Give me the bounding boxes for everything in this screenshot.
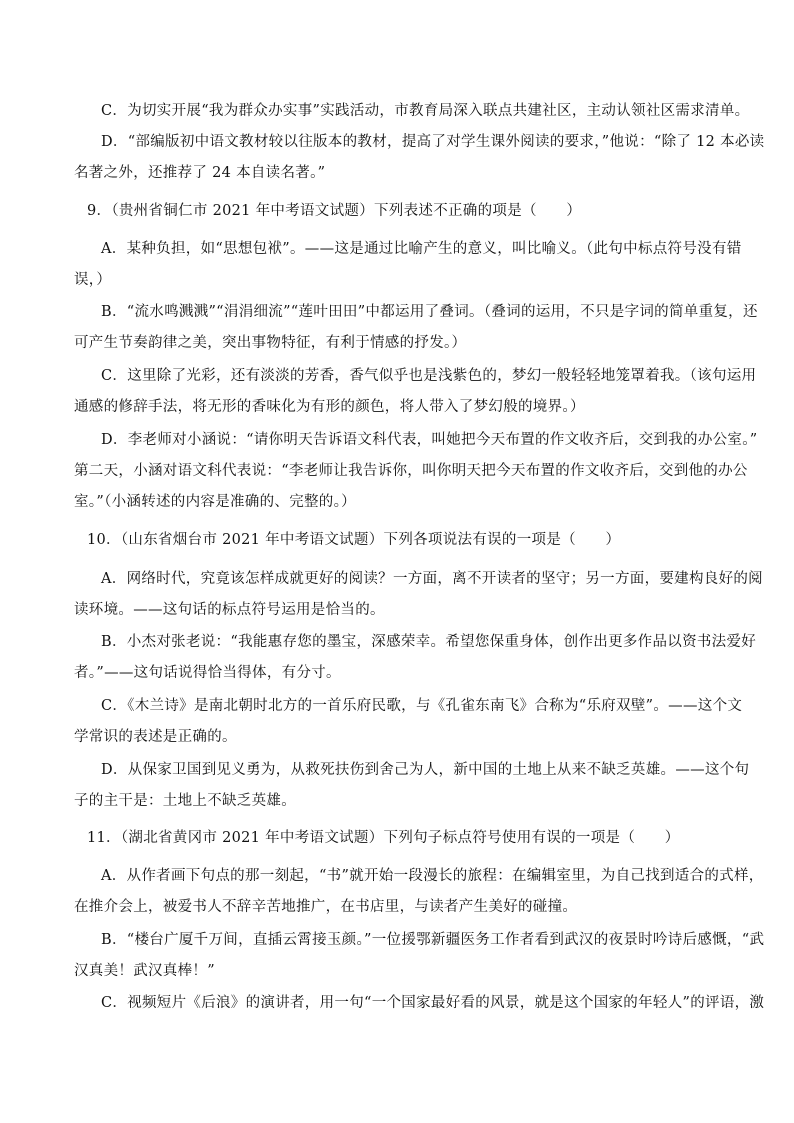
- question-9-title: 9．（贵州省铜仁市 2021 年中考语文试题）下列表述不正确的项是（ ）: [87, 203, 582, 219]
- question-10-title: 10．（山东省烟台市 2021 年中考语文试题）下列各项说法有误的一项是（ ）: [87, 532, 621, 548]
- q9-option-d-line-2: 第二天，小涵对语文科代表说：“李老师让我告诉你，叫你明天把今天布置的作文收齐后，交到他的办公: [74, 463, 748, 479]
- option-c-line-1: C．为切实开展“我为群众办实事”实践活动，市教育局深入联点共建社区，主动认领社区需求清单。: [101, 103, 750, 119]
- q11-option-c-line-1: C．视频短片《后浪》的演讲者，用一句“一个国家最好看的风景，就是这个国家的年轻人”的评语，激: [101, 995, 765, 1011]
- q10-option-c-line-2: 学常识的表述是正确的。: [74, 729, 237, 745]
- option-d-line-2: 名著之外，还推荐了 24 本自读名著。”: [74, 165, 326, 181]
- q9-option-a-line-2: 误，）: [74, 272, 112, 288]
- q10-option-a-line-1: A．网络时代，究竟该怎样成就更好的阅读？一方面，离不开读者的坚守；另一方面，要建构良好的阅: [101, 571, 763, 587]
- q10-option-a-line-2: 读环境。——这句话的标点符号运用是恰当的。: [74, 602, 385, 618]
- q11-option-b-line-2: 汉真美！武汉真棒！”: [74, 963, 215, 979]
- option-d-line-1: D．“部编版初中语文教材较以往版本的教材，提高了对学生课外阅读的要求，”他说：“除了 12 本必读: [101, 134, 765, 150]
- q9-option-a-line-1: A．某种负担，如“思想包袱”。——这是通过比喻产生的意义，叫比喻义。（此句中标点符号没有错: [101, 241, 742, 257]
- q11-option-a-line-2: 在推介会上，被爱书人不辞辛苦地推广，在书店里，与读者产生美好的碰撞。: [74, 899, 578, 915]
- question-11-title: 11．（湖北省黄冈市 2021 年中考语文试题）下列句子标点符号使用有误的一项是（ ）: [87, 830, 680, 846]
- q11-option-b-line-1: B．“楼台广厦千万间，直插云霄接玉颜。”一位援鄂新疆医务工作者看到武汉的夜景时吟诗后感慨，“武: [101, 932, 765, 948]
- q9-option-c-line-2: 通感的修辞手法，将无形的香味化为有形的颜色，将人带入了梦幻般的境界。）: [74, 399, 585, 415]
- q9-option-b-line-2: 可产生节奏韵律之美，突出事物特征，有利于情感的抒发。）: [74, 335, 467, 351]
- q10-option-d-line-1: D．从保家卫国到见义勇为，从救死扶伤到舍己为人，新中国的土地上从来不缺乏英雄。——这个句: [101, 762, 750, 778]
- q10-option-c-line-1: C．《木兰诗》是南北朝时北方的一首乐府民歌，与《孔雀东南飞》合称为“乐府双壁”。——这个文: [101, 698, 743, 714]
- q10-option-b-line-1: B．小杰对张老说：“我能惠存您的墨宝，深感荣幸。希望您保重身体，创作出更多作品以资书法爱好: [101, 634, 757, 650]
- q9-option-d-line-3: 室。”（小涵转述的内容是准确的、完整的。）: [74, 494, 356, 510]
- q10-option-b-line-2: 者。”——这句话说得恰当得体，有分寸。: [74, 665, 341, 681]
- q10-option-d-line-2: 子的主干是：土地上不缺乏英雄。: [74, 793, 296, 809]
- q9-option-b-line-1: B．“流水鸣溅溅”“涓涓细流”“莲叶田田”中都运用了叠词。（叠词的运用，不只是字词的简单重复，还: [101, 304, 758, 320]
- q9-option-c-line-1: C．这里除了光彩，还有淡淡的芳香，香气似乎也是浅紫色的，梦幻一般轻轻地笼罩着我。（该句运用: [101, 368, 757, 384]
- q9-option-d-line-1: D．李老师对小涵说：“请你明天告诉语文科代表，叫她把今天布置的作文收齐后，交到我的办公室。”: [101, 432, 758, 448]
- q11-option-a-line-1: A．从作者画下句点的那一刻起，“书”就开始一段漫长的旅程：在编辑室里，为自己找到适合的式样，: [101, 868, 764, 884]
